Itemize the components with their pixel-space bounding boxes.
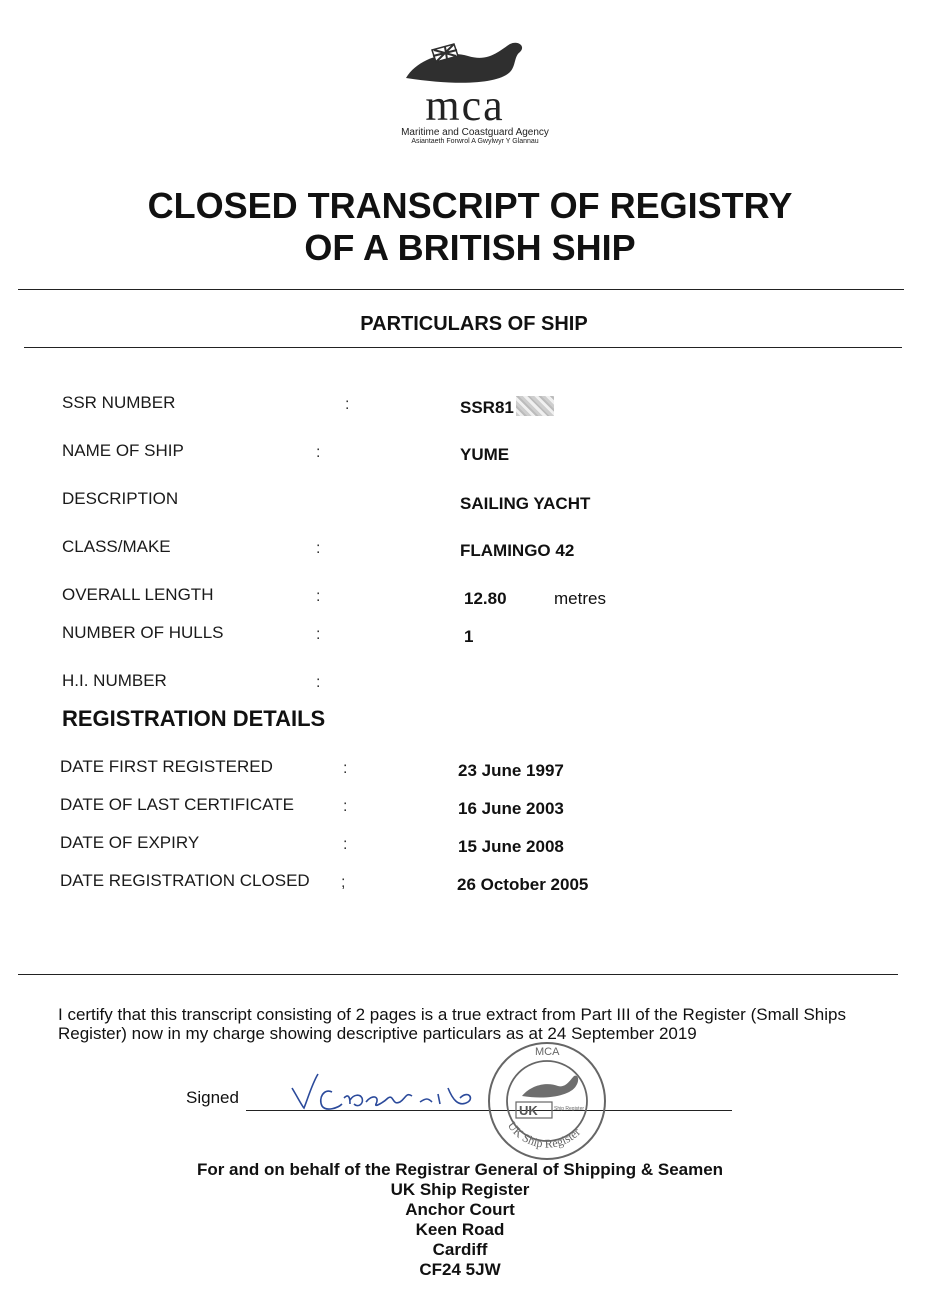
seal-center-text: UK [519, 1103, 538, 1118]
title-line-2: OF A BRITISH SHIP [304, 227, 636, 268]
date-registration-closed-label: DATE REGISTRATION CLOSED [60, 871, 310, 890]
date-registration-closed-value: 26 October 2005 [457, 875, 589, 894]
address-line: For and on behalf of the Registrar General of Shipping & Seamen [196, 1160, 724, 1179]
date-of-expiry-value: 15 June 2008 [458, 837, 564, 856]
address-line: Cardiff [432, 1240, 488, 1259]
ship-name-value: YUME [460, 445, 510, 464]
row-colon: : [343, 760, 348, 777]
divider [18, 974, 898, 975]
date-of-expiry-label: DATE OF EXPIRY [60, 833, 200, 852]
date-first-registered-label: DATE FIRST REGISTERED [60, 757, 273, 776]
ship-name-label: NAME OF SHIP [62, 441, 184, 460]
particulars-heading: PARTICULARS OF SHIP [360, 313, 588, 335]
row-colon: : [316, 444, 321, 461]
date-last-certificate-value: 16 June 2003 [458, 799, 564, 818]
certification-text: I certify that this transcript consisting of 2 pages is a true extract from Part III of the Register (Small Ships Register) now in my charge showing descriptive particulars as at 24 September 2019 [58, 1005, 846, 1043]
document-title [90, 185, 850, 269]
date-first-registered-value: 23 June 1997 [458, 761, 564, 780]
row-colon: : [316, 674, 321, 691]
number-of-hulls-value: 1 [464, 627, 474, 646]
overall-length-value: 12.80 [464, 589, 507, 608]
ssr-number-text: SSR81 [460, 398, 514, 417]
seal-bottom-path-text: UK Ship Register [504, 1118, 584, 1151]
description-value: SAILING YACHT [460, 494, 591, 513]
divider [24, 347, 902, 348]
row-colon: : [343, 836, 348, 853]
logo-wordmark: mca [425, 81, 505, 130]
description-label: DESCRIPTION [62, 489, 179, 508]
seal-top-text: MCA [535, 1046, 560, 1058]
class-make-value: FLAMINGO 42 [460, 541, 575, 560]
address-line: CF24 5JW [419, 1260, 501, 1279]
address-line: Anchor Court [405, 1200, 515, 1219]
row-colon: : [343, 798, 348, 815]
class-make-label: CLASS/MAKE [62, 537, 171, 556]
row-colon: : [316, 626, 321, 643]
registration-heading: REGISTRATION DETAILS [62, 706, 326, 731]
number-of-hulls-label: NUMBER OF HULLS [62, 623, 224, 642]
title-line-1: CLOSED TRANSCRIPT OF REGISTRY [147, 185, 793, 226]
ssr-number-label: SSR NUMBER [62, 393, 176, 412]
row-colon: ; [341, 874, 346, 891]
official-seal-icon [486, 1040, 608, 1162]
row-colon: : [345, 396, 350, 413]
signature-icon [288, 1068, 488, 1118]
seal-bottom-text [505, 1119, 583, 1151]
date-last-certificate-label: DATE OF LAST CERTIFICATE [60, 795, 294, 814]
overall-length-unit: metres [554, 589, 606, 608]
row-colon: : [316, 588, 321, 605]
agency-name-welsh: Asiantaeth Forwrol A Gwylwyr Y Glannau [411, 138, 539, 145]
hi-number-label: H.I. NUMBER [62, 671, 167, 690]
divider [18, 289, 904, 290]
agency-name-english: Maritime and Coastguard Agency [401, 127, 549, 138]
redacted-blur [516, 396, 554, 416]
registrar-address [0, 1160, 920, 1280]
agency-name [340, 128, 610, 146]
ssr-number-value [460, 396, 554, 418]
seal-center-small-text: Ship Register [554, 1106, 585, 1112]
address-line: UK Ship Register [390, 1180, 530, 1199]
row-colon: : [316, 540, 321, 557]
address-line: Keen Road [415, 1220, 505, 1239]
overall-length-label: OVERALL LENGTH [62, 585, 214, 604]
signed-label: Signed [186, 1088, 239, 1107]
